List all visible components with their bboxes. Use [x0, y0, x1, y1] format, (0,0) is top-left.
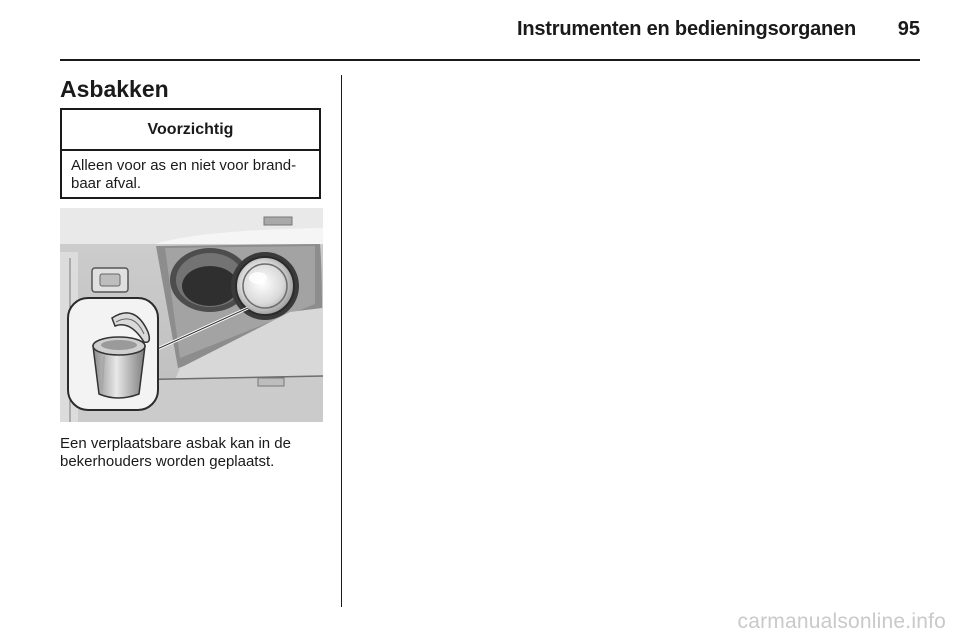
header-rule — [60, 59, 920, 61]
caution-text — [62, 151, 319, 193]
body-text — [60, 435, 330, 471]
body-text-line: bekerhouders worden geplaatst. — [60, 453, 275, 470]
page-header-title: Instrumenten en bedieningsorganen — [517, 18, 856, 40]
caution-text-line: baar afval. — [71, 175, 142, 192]
ashtray-illustration — [60, 208, 323, 422]
footer-watermark: carmanualsonline.info — [737, 610, 946, 633]
body-text-line: Een verplaatsbare asbak kan in de — [60, 435, 291, 452]
section-title: Asbakken — [60, 76, 169, 102]
caution-text-line: Alleen voor as en niet voor brand- — [71, 157, 297, 174]
caution-box — [60, 108, 321, 199]
page-number: 95 — [897, 18, 920, 40]
caution-heading: Voorzichtig — [62, 110, 319, 151]
column-divider — [341, 75, 342, 607]
